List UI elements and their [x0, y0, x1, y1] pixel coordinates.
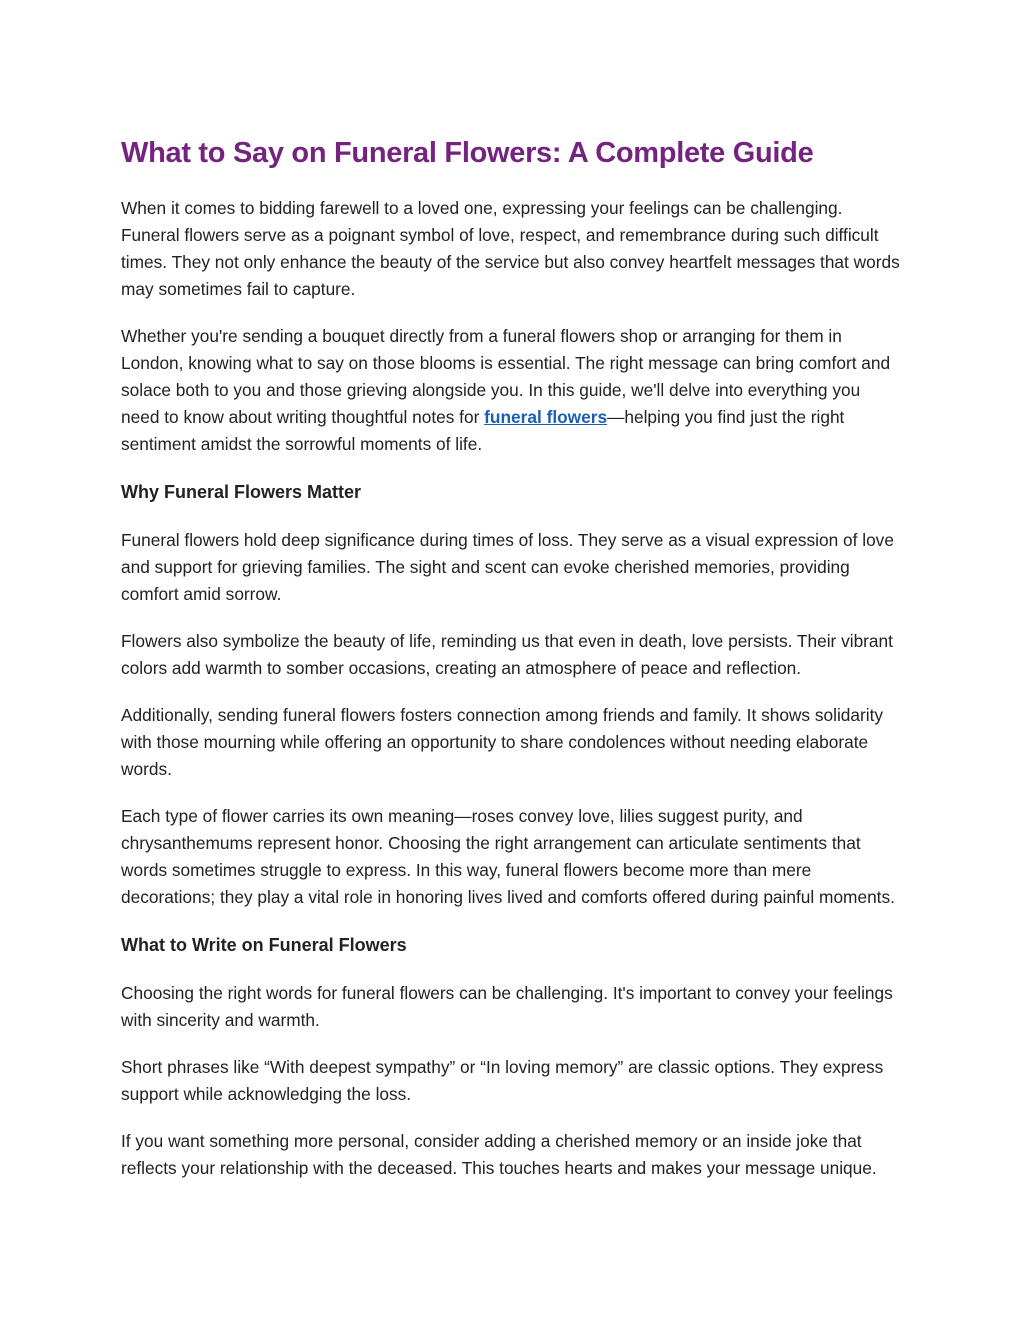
section1-paragraph: Each type of flower carries its own meaning—roses convey love, lilies suggest purity, and chrysanthemums represent honor. Choosing the right arrangement can articulate sentiments that words sometimes struggle to express. In this way, funeral flowers become more than mere decorations; they play a vital role in honoring lives lived and comforts offered during painful moments.: [121, 806, 895, 907]
section-heading-why-matter: Why Funeral Flowers Matter: [121, 482, 362, 502]
section2-paragraph: Choosing the right words for funeral flowers can be challenging. It's important to convey your feelings with sincerity and warmth.: [121, 983, 893, 1030]
intro-paragraph-2-text-before: Whether you're sending a bouquet directly from a funeral flowers shop or arranging for them in London, knowing what to say on those blooms is essential. The right message can bring comfort and solace both to you and those grieving alongside you. In this guide, we'll delve into everything you need to know about writing thoughtful notes for: [121, 326, 891, 427]
article-body: [121, 195, 903, 1202]
section-heading-what-to-write: What to Write on Funeral Flowers: [121, 935, 407, 955]
section1-paragraph: Flowers also symbolize the beauty of life, reminding us that even in death, love persists. Their vibrant colors add warmth to somber occasions, creating an atmosphere of peace and reflection.: [121, 631, 893, 678]
page-title: What to Say on Funeral Flowers: A Complete Guide: [121, 137, 814, 169]
section2-paragraph: If you want something more personal, consider adding a cherished memory or an inside joke that reflects your relationship with the deceased. This touches hearts and makes your message unique.: [121, 1131, 877, 1178]
intro-paragraph-2: [121, 323, 903, 458]
intro-paragraph-2-text-after: —helping you find just the right sentiment amidst the sorrowful moments of life.: [121, 407, 845, 454]
intro-paragraph-1: When it comes to bidding farewell to a loved one, expressing your feelings can be challenging. Funeral flowers serve as a poignant symbol of love, respect, and remembrance during such difficult times. They not only enhance the beauty of the service but also convey heartfelt messages that words may sometimes fail to capture.: [121, 198, 900, 299]
section2-paragraph: Short phrases like “With deepest sympathy” or “In loving memory” are classic options. They express support while acknowledging the loss.: [121, 1057, 884, 1104]
section1-paragraph: Additionally, sending funeral flowers fosters connection among friends and family. It shows solidarity with those mourning while offering an opportunity to share condolences without needing elaborate words.: [121, 705, 884, 779]
funeral-flowers-link[interactable]: funeral flowers: [484, 407, 608, 427]
section1-paragraph: Funeral flowers hold deep significance during times of loss. They serve as a visual expression of love and support for grieving families. The sight and scent can evoke cherished memories, providing comfort amid sorrow.: [121, 530, 894, 604]
